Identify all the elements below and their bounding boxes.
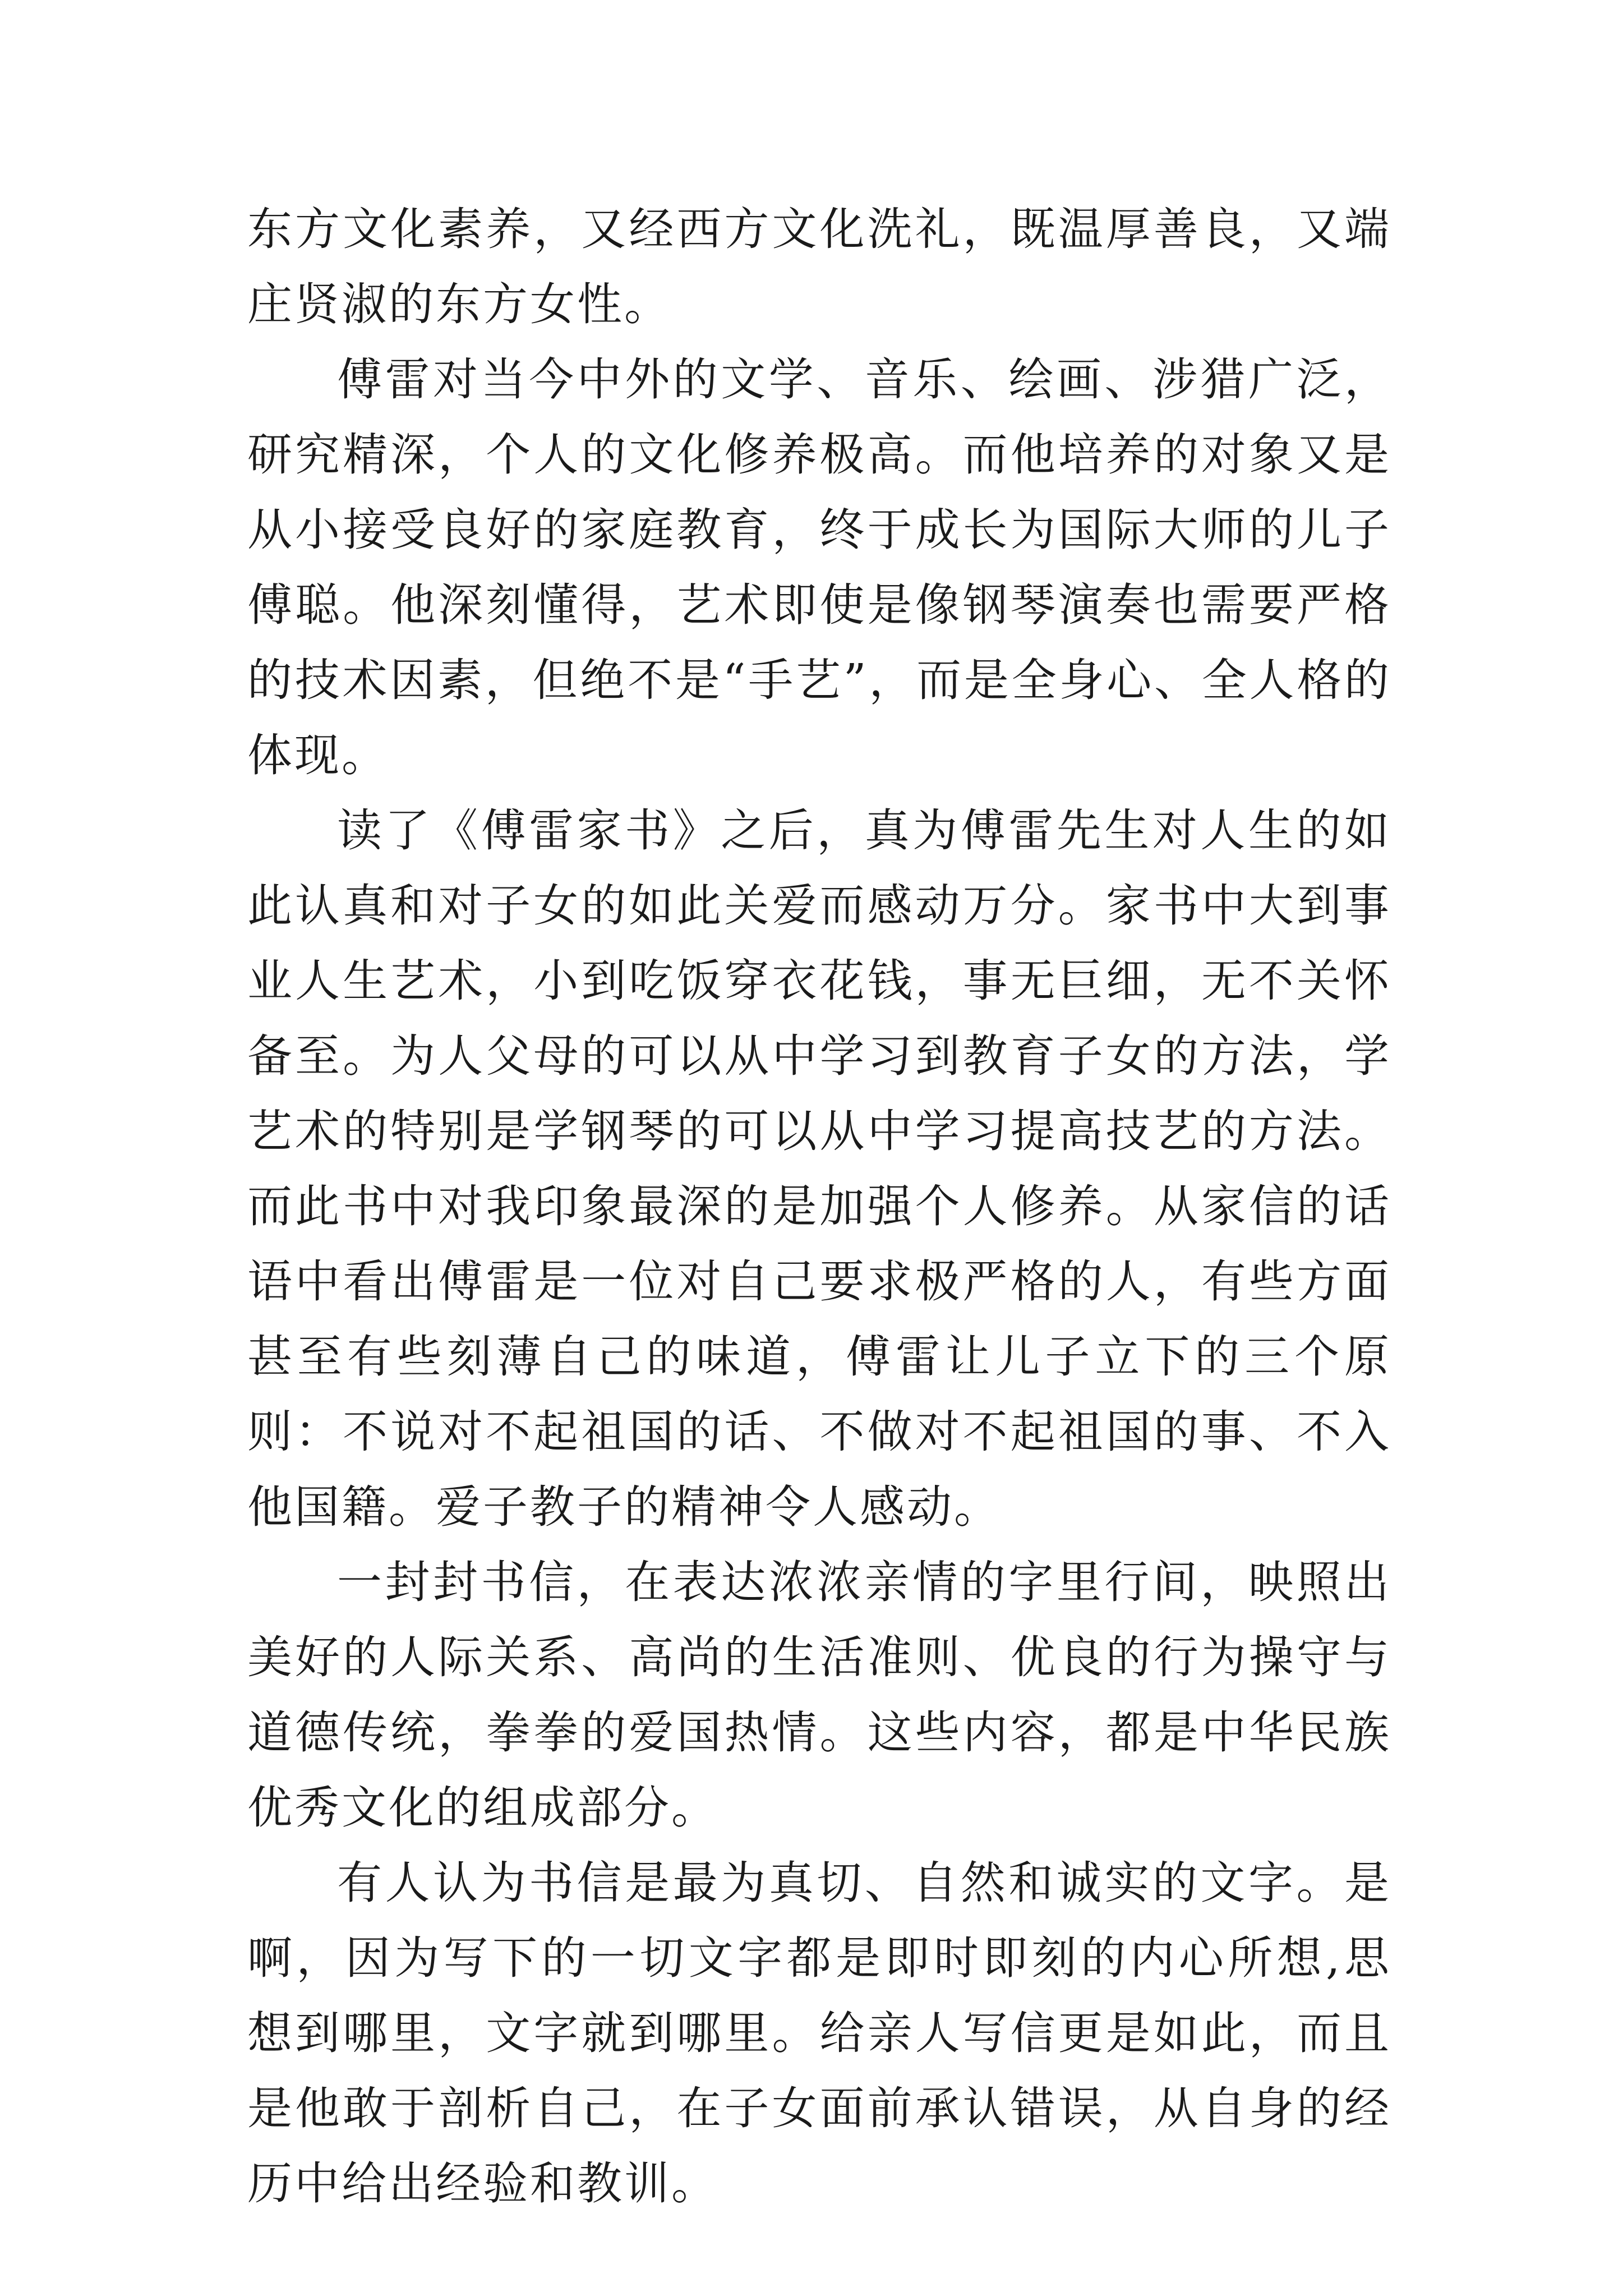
- document-body: [247, 192, 1391, 2221]
- paragraph-2: 傅雷对当今中外的文学、音乐、绘画、涉猎广泛，研究精深，个人的文化修养极高。而他培养的对象又是从小接受良好的家庭教育，终于成长为国际大师的儿子傅聪。他深刻懂得，艺术即使是像钢琴演奏也需要严格的技术因素，但绝不是“手艺”，而是全身心、全人格的体现。: [247, 353, 1391, 781]
- paragraph-4: 一封封书信，在表达浓浓亲情的字里行间，映照出美好的人际关系、高尚的生活准则、优良的行为操守与道德传统，拳拳的爱国热情。这些内容，都是中华民族优秀文化的组成部分。: [247, 1556, 1391, 1834]
- paragraph-3: 读了《傅雷家书》之后，真为傅雷先生对人生的如此认真和对子女的如此关爱而感动万分。家书中大到事业人生艺术，小到吃饭穿衣花钱，事无巨细，无不关怀备至。为人父母的可以从中学习到教育子女的方法，学艺术的特别是学钢琴的可以从中学习提高技艺的方法。而此书中对我印象最深的是加强个人修养。从家信的话语中看出傅雷是一位对自己要求极严格的人，有些方面甚至有些刻薄自己的味道，傅雷让儿子立下的三个原则：不说对不起祖国的话、不做对不起祖国的事、不入他国籍。爱子教子的精神令人感动。: [247, 804, 1391, 1533]
- paragraph-5: 有人认为书信是最为真切、自然和诚实的文字。是啊，因为写下的一切文字都是即时即刻的内心所想,思想到哪里，文字就到哪里。给亲人写信更是如此，而且是他敢于剖析自己，在子女面前承认错误，从自身的经历中给出经验和教训。: [247, 1857, 1391, 2210]
- paragraph-1: 东方文化素养，又经西方文化洗礼，既温厚善良，又端庄贤淑的东方女性。: [247, 203, 1391, 330]
